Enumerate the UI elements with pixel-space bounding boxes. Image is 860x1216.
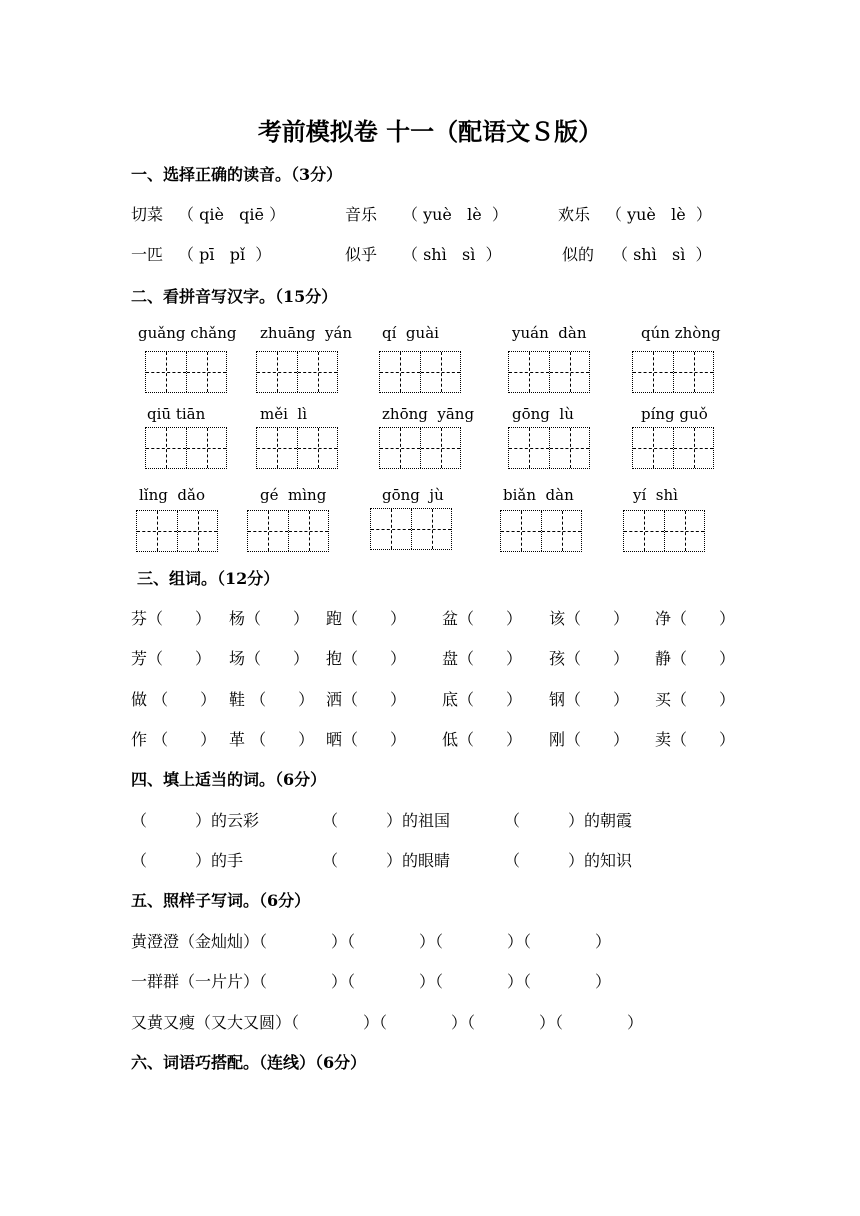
pinyin-label: zhuāng yán xyxy=(260,324,353,342)
word-group-item[interactable]: 抱（ ） xyxy=(326,649,407,668)
section-heading-pronunciation: 一、选择正确的读音。（3分） xyxy=(131,165,343,184)
fill-word-item[interactable]: （ ）的祖国 xyxy=(322,811,451,830)
pronunciation-options[interactable]: （ shì sì ） xyxy=(612,245,712,264)
pattern-word-line[interactable]: 黄澄澄（金灿灿）（ ）（ ）（ ）（ ） xyxy=(131,932,612,951)
section-heading-word-groups: 三、组词。（12分） xyxy=(137,569,280,588)
section-heading-matching: 六、词语巧搭配。（连线）（6分） xyxy=(131,1053,367,1072)
word-group-item[interactable]: 洒（ ） xyxy=(326,690,407,709)
fill-word-item[interactable]: （ ）的眼睛 xyxy=(322,851,451,870)
word-group-item[interactable]: 做 （ ） xyxy=(131,690,217,709)
word-group-item[interactable]: 盆（ ） xyxy=(442,609,523,628)
pinyin-label: gé mìng xyxy=(260,486,327,504)
pinyin-label: gōng jù xyxy=(382,486,444,504)
fill-word-item[interactable]: （ ）的朝霞 xyxy=(504,811,633,830)
pronunciation-options[interactable]: （ yuè lè ） xyxy=(402,205,508,224)
page-title: 考前模拟卷 十一（配语文Ｓ版） xyxy=(257,117,603,146)
word-group-item[interactable]: 该（ ） xyxy=(549,609,630,628)
word-group-item[interactable]: 钢（ ） xyxy=(549,690,630,709)
pinyin-label: píng guǒ xyxy=(641,405,708,423)
word-group-item[interactable]: 底（ ） xyxy=(442,690,523,709)
pinyin-label: qiū tiān xyxy=(147,405,206,423)
writing-grid[interactable] xyxy=(256,427,338,469)
pronunciation-options[interactable]: （ yuè lè ） xyxy=(606,205,712,224)
pronunciation-options[interactable]: （ shì sì ） xyxy=(402,245,502,264)
word-group-item[interactable]: 刚（ ） xyxy=(549,730,630,749)
writing-grid[interactable] xyxy=(632,427,714,469)
writing-grid[interactable] xyxy=(145,427,227,469)
word-group-item[interactable]: 芬（ ） xyxy=(131,609,212,628)
writing-grid[interactable] xyxy=(370,508,452,550)
word-group-item[interactable]: 孩（ ） xyxy=(549,649,630,668)
pinyin-label: yuán dàn xyxy=(512,324,587,342)
word-group-item[interactable]: 革 （ ） xyxy=(229,730,315,749)
pronunciation-word: 似的 xyxy=(562,245,595,264)
writing-grid[interactable] xyxy=(508,427,590,469)
word-group-item[interactable]: 买（ ） xyxy=(655,690,736,709)
word-group-item[interactable]: 鞋 （ ） xyxy=(229,690,315,709)
section-heading-pinyin: 二、看拼音写汉字。（15分） xyxy=(131,287,338,306)
writing-grid[interactable] xyxy=(247,510,329,552)
word-group-item[interactable]: 低（ ） xyxy=(442,730,523,749)
pattern-word-line[interactable]: 又黄又瘦（又大又圆）（ ）（ ）（ ）（ ） xyxy=(131,1013,644,1032)
pinyin-label: guǎng chǎng xyxy=(138,324,237,342)
pronunciation-word: 一匹 xyxy=(131,245,164,264)
pronunciation-word: 音乐 xyxy=(345,205,378,224)
fill-word-item[interactable]: （ ）的手 xyxy=(131,851,244,870)
word-group-item[interactable]: 静（ ） xyxy=(655,649,736,668)
writing-grid[interactable] xyxy=(623,510,705,552)
writing-grid[interactable] xyxy=(379,427,461,469)
pinyin-label: qí guài xyxy=(382,324,439,342)
word-group-item[interactable]: 盘（ ） xyxy=(442,649,523,668)
word-group-item[interactable]: 跑（ ） xyxy=(326,609,407,628)
word-group-item[interactable]: 卖（ ） xyxy=(655,730,736,749)
pinyin-label: gōng lù xyxy=(512,405,574,423)
word-group-item[interactable]: 杨（ ） xyxy=(229,609,310,628)
word-group-item[interactable]: 晒（ ） xyxy=(326,730,407,749)
pinyin-label: biǎn dàn xyxy=(503,486,574,504)
pinyin-label: yí shì xyxy=(633,486,678,504)
word-group-item[interactable]: 场（ ） xyxy=(229,649,310,668)
pinyin-label: qún zhòng xyxy=(641,324,721,342)
pronunciation-options[interactable]: （ pī pǐ ） xyxy=(178,245,272,264)
fill-word-item[interactable]: （ ）的云彩 xyxy=(131,811,260,830)
writing-grid[interactable] xyxy=(145,351,227,393)
pinyin-label: lǐng dǎo xyxy=(139,486,205,504)
section-heading-pattern-words: 五、照样子写词。（6分） xyxy=(131,891,311,910)
pronunciation-word: 切菜 xyxy=(131,205,164,224)
pinyin-label: zhōng yāng xyxy=(382,405,475,423)
word-group-item[interactable]: 芳（ ） xyxy=(131,649,212,668)
writing-grid[interactable] xyxy=(508,351,590,393)
section-heading-fill-words: 四、填上适当的词。（6分） xyxy=(131,770,327,789)
fill-word-item[interactable]: （ ）的知识 xyxy=(504,851,633,870)
pronunciation-word: 欢乐 xyxy=(558,205,591,224)
writing-grid[interactable] xyxy=(632,351,714,393)
pronunciation-options[interactable]: （ qiè qiē ） xyxy=(178,205,286,224)
pinyin-label: měi lì xyxy=(260,405,308,423)
word-group-item[interactable]: 作 （ ） xyxy=(131,730,217,749)
writing-grid[interactable] xyxy=(256,351,338,393)
word-group-item[interactable]: 净（ ） xyxy=(655,609,736,628)
writing-grid[interactable] xyxy=(136,510,218,552)
pronunciation-word: 似乎 xyxy=(345,245,378,264)
writing-grid[interactable] xyxy=(379,351,461,393)
pattern-word-line[interactable]: 一群群（一片片）（ ）（ ）（ ）（ ） xyxy=(131,972,612,991)
writing-grid[interactable] xyxy=(500,510,582,552)
